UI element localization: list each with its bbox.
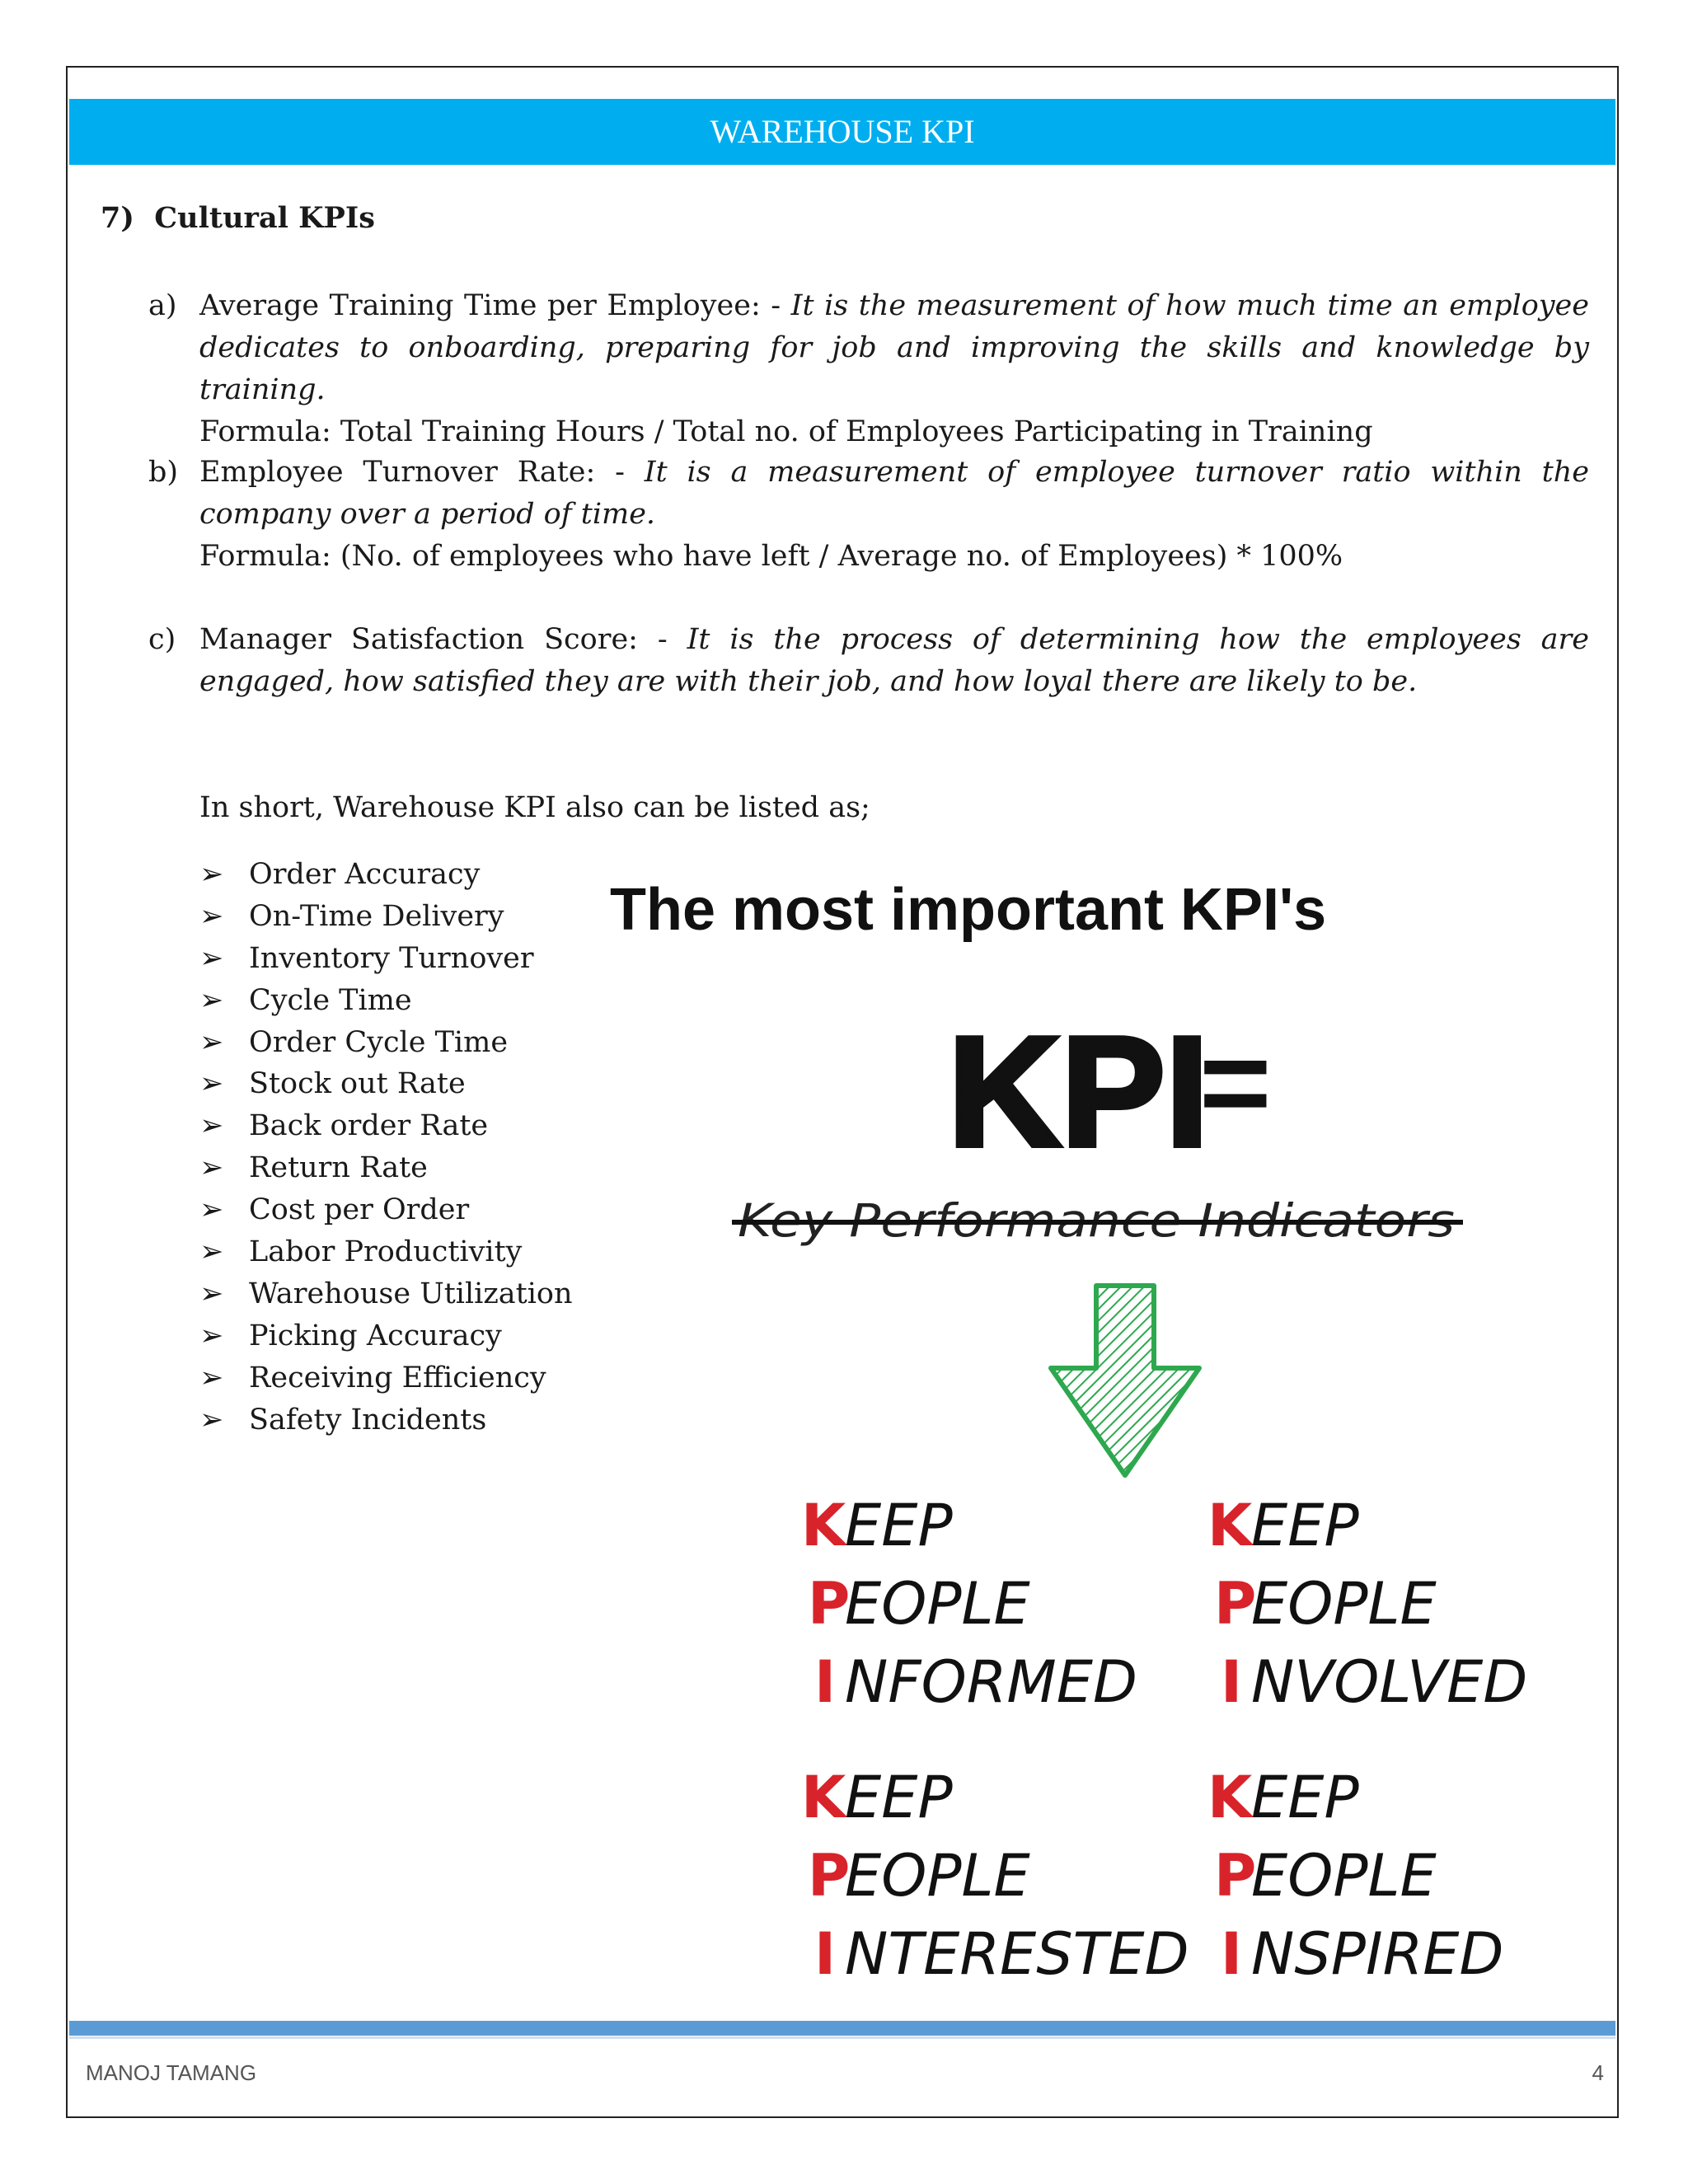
section-heading bbox=[101, 201, 375, 235]
group-word-keep: EEP bbox=[845, 1492, 953, 1559]
group-word-informed: NFORMED bbox=[845, 1648, 1137, 1716]
kpi-description: It is the measurement of how much time an employee dedicates to onboarding, preparing for job and improving the skills and knowledge by training. bbox=[199, 289, 1589, 406]
arrow-right-bullet-icon: ➢ bbox=[199, 1109, 224, 1143]
kpi-group-informed bbox=[801, 1492, 1137, 1716]
kpi-formula: Formula: (No. of employees who have left / Average no. of Employees) * 100% bbox=[199, 540, 1343, 573]
list-item: ➢ Cost per Order bbox=[199, 1189, 573, 1231]
kpi-item-average-training-time bbox=[148, 285, 1589, 453]
list-item: ➢ Labor Productivity bbox=[199, 1231, 573, 1273]
arrow-right-bullet-icon: ➢ bbox=[199, 1235, 224, 1269]
kpi-name: Manager Satisfaction Score: - bbox=[199, 623, 668, 656]
list-item: ➢ Back order Rate bbox=[199, 1105, 573, 1147]
arrow-right-bullet-icon: ➢ bbox=[199, 1025, 224, 1059]
kpi-name: Employee Turnover Rate: - bbox=[199, 456, 625, 489]
group-letter-k: K bbox=[801, 1492, 846, 1559]
list-item: ➢ Receiving Efficiency bbox=[199, 1357, 573, 1399]
kpi-letter: a) bbox=[148, 289, 177, 322]
footer-rule-thin bbox=[69, 2036, 1615, 2039]
kpi-description: It is the process of determining how the employees are engaged, how satisfied they are with their job, and how loyal there are likely to be. bbox=[199, 623, 1589, 698]
kpi-group-inspired bbox=[1207, 1764, 1503, 1988]
group-word-keep: EEP bbox=[1251, 1492, 1359, 1559]
group-letter-k: K bbox=[1207, 1764, 1253, 1831]
kpi-formula: Formula: Total Training Hours / Total no. of Employees Participating in Training bbox=[199, 415, 1373, 448]
group-letter-i: I bbox=[1221, 1648, 1243, 1716]
group-word-people: EOPLE bbox=[1251, 1842, 1437, 1910]
list-item: ➢ Stock out Rate bbox=[199, 1063, 573, 1105]
kpi-infographic bbox=[577, 874, 1550, 1994]
group-word-keep: EEP bbox=[845, 1764, 953, 1831]
arrow-right-bullet-icon: ➢ bbox=[199, 941, 224, 975]
kpi-name: Average Training Time per Employee: - bbox=[199, 289, 781, 322]
group-letter-i: I bbox=[814, 1920, 837, 1988]
kpi-group-involved bbox=[1207, 1492, 1527, 1716]
arrow-right-bullet-icon: ➢ bbox=[199, 1319, 224, 1352]
arrow-right-bullet-icon: ➢ bbox=[199, 1193, 224, 1227]
section-title: Cultural KPIs bbox=[154, 201, 375, 235]
page-header bbox=[69, 99, 1615, 165]
list-item: ➢ Cycle Time bbox=[199, 980, 573, 1022]
kpi-letter: b) bbox=[148, 456, 179, 489]
list-item: ➢ Order Cycle Time bbox=[199, 1022, 573, 1064]
list-item: ➢ Order Accuracy bbox=[199, 854, 573, 896]
group-letter-k: K bbox=[801, 1764, 846, 1831]
arrow-right-bullet-icon: ➢ bbox=[199, 1361, 224, 1394]
group-word-people: EOPLE bbox=[845, 1842, 1030, 1910]
list-item: ➢ On-Time Delivery bbox=[199, 896, 573, 938]
section-number: 7) bbox=[101, 201, 134, 235]
list-item: ➢ Inventory Turnover bbox=[199, 938, 573, 980]
footer-rule bbox=[69, 2021, 1615, 2036]
group-letter-i: I bbox=[814, 1648, 837, 1716]
kpi-word: KPI bbox=[948, 1005, 1209, 1179]
group-word-inspired: NSPIRED bbox=[1251, 1920, 1504, 1988]
group-letter-p: P bbox=[808, 1842, 851, 1910]
list-item: ➢ Return Rate bbox=[199, 1147, 573, 1189]
kpi-item-employee-turnover-rate bbox=[148, 452, 1589, 578]
footer-author: MANOJ TAMANG bbox=[86, 2060, 257, 2085]
arrow-right-bullet-icon: ➢ bbox=[199, 858, 224, 891]
group-word-people: EOPLE bbox=[1251, 1570, 1437, 1638]
group-word-people: EOPLE bbox=[845, 1570, 1030, 1638]
arrow-right-bullet-icon: ➢ bbox=[199, 1277, 224, 1310]
struck-key-performance-indicators: Key Performance Indicators bbox=[738, 1194, 1455, 1247]
kpi-bullet-list bbox=[199, 854, 573, 1441]
kpi-item-manager-satisfaction-score bbox=[148, 619, 1589, 703]
infographic-title: The most important KPI's bbox=[610, 877, 1327, 943]
down-arrow-icon bbox=[1051, 1286, 1199, 1475]
group-word-involved: NVOLVED bbox=[1251, 1648, 1528, 1716]
group-letter-p: P bbox=[1214, 1570, 1257, 1638]
kpi-letter: c) bbox=[148, 623, 176, 656]
kpi-description: It is a measurement of employee turnover ratio within the company over a period of time. bbox=[199, 456, 1589, 531]
arrow-right-bullet-icon: ➢ bbox=[199, 1403, 224, 1436]
group-word-interested: NTERESTED bbox=[845, 1920, 1189, 1988]
intro-text: In short, Warehouse KPI also can be listed as; bbox=[199, 791, 870, 824]
arrow-right-bullet-icon: ➢ bbox=[199, 983, 224, 1017]
arrow-right-bullet-icon: ➢ bbox=[199, 899, 224, 933]
list-item: ➢ Warehouse Utilization bbox=[199, 1273, 573, 1315]
group-letter-p: P bbox=[808, 1570, 851, 1638]
arrow-right-bullet-icon: ➢ bbox=[199, 1151, 224, 1185]
group-word-keep: EEP bbox=[1251, 1764, 1359, 1831]
list-item: ➢ Picking Accuracy bbox=[199, 1315, 573, 1357]
group-letter-i: I bbox=[1221, 1920, 1243, 1988]
list-item: ➢ Safety Incidents bbox=[199, 1399, 573, 1441]
equals-sign: = bbox=[1199, 1013, 1272, 1151]
arrow-right-bullet-icon: ➢ bbox=[199, 1067, 224, 1101]
kpi-group-interested bbox=[801, 1764, 1189, 1988]
group-letter-k: K bbox=[1207, 1492, 1253, 1559]
group-letter-p: P bbox=[1214, 1842, 1257, 1910]
page-title: WAREHOUSE KPI bbox=[710, 113, 975, 150]
page-number: 4 bbox=[1592, 2060, 1604, 2085]
